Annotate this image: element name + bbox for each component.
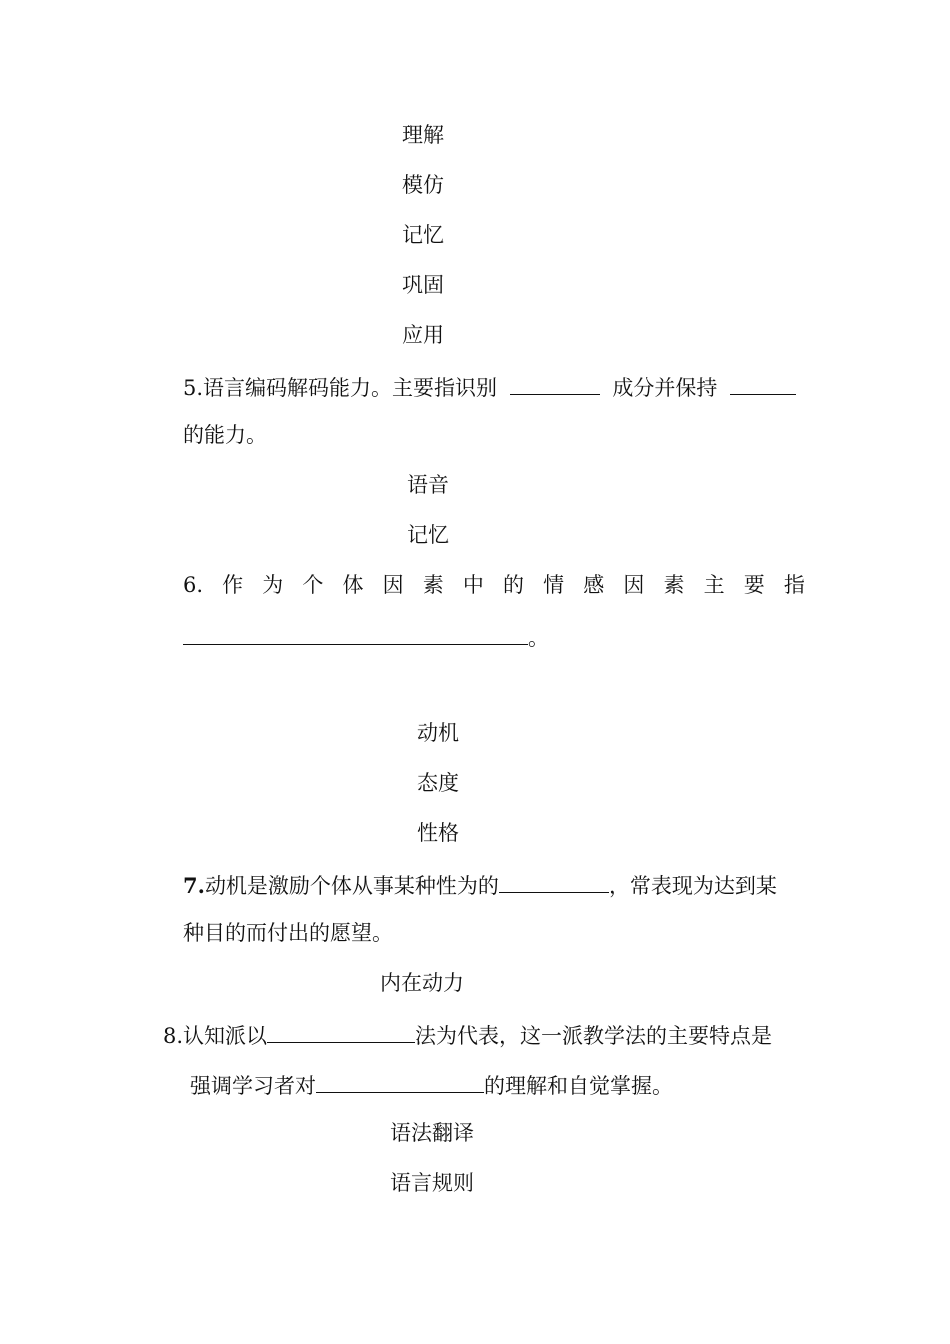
answer-q8-2: 语言规则 [390, 1171, 474, 1195]
q6-char: 作 [222, 573, 244, 597]
answer-q5-2: 记忆 [407, 523, 449, 547]
answer-q7-1: 内在动力 [380, 971, 464, 995]
q6-char: 指 [783, 573, 805, 597]
q6-char: 主 [703, 573, 725, 597]
answer-q6-1: 动机 [417, 721, 459, 745]
question-5-line-1 [183, 375, 796, 399]
q6-char: 为 [262, 573, 284, 597]
q6-char: 感 [583, 573, 605, 597]
question-8-text-2: 法为代表，这一派教学法的主要特点是 [415, 1023, 773, 1048]
answer-q4-4: 巩固 [402, 273, 444, 297]
q6-char: 要 [743, 573, 765, 597]
question-8-text-1: 认知派以 [183, 1023, 268, 1048]
answer-q4-3: 记忆 [402, 223, 444, 247]
question-5-blank-2 [730, 375, 796, 395]
q6-char: 体 [342, 573, 364, 597]
answer-q4-1: 理解 [402, 123, 444, 147]
question-8-line-1 [163, 1023, 772, 1047]
question-6-end: 。 [528, 625, 549, 650]
question-6-blank [183, 625, 528, 645]
answer-q5-1: 语音 [407, 473, 449, 497]
question-8-text-3: 强调学习者对 [190, 1073, 316, 1098]
question-5-line-2: 的能力。 [183, 423, 267, 447]
question-7-text-2: ，常表现为达到某 [608, 873, 777, 898]
q6-char: 因 [623, 573, 645, 597]
question-5-number: 5. [183, 375, 204, 400]
question-5-blank-1 [510, 375, 600, 395]
question-5-text-2: 成分并保持 [612, 375, 718, 400]
answer-q6-3: 性格 [417, 821, 459, 845]
answer-q4-5: 应用 [402, 323, 444, 347]
q6-char: 因 [382, 573, 404, 597]
answer-q6-2: 态度 [417, 771, 459, 795]
question-6-number: 6. [183, 573, 204, 597]
question-7-number: 7. [183, 872, 205, 898]
question-5-text-1: 语言编码解码能力。主要指识别 [203, 375, 498, 400]
question-7-blank [499, 873, 609, 893]
answer-q4-2: 模仿 [402, 173, 444, 197]
q6-char: 的 [503, 573, 525, 597]
question-7-line-2: 种目的而付出的愿望。 [183, 921, 393, 945]
q6-char: 中 [462, 573, 484, 597]
q6-char: 情 [543, 573, 565, 597]
q6-char: 素 [422, 573, 444, 597]
question-8-blank-1 [267, 1023, 415, 1043]
question-6-line-1 [183, 575, 805, 596]
question-8-line-2 [190, 1073, 673, 1097]
question-8-blank-2 [316, 1073, 484, 1093]
question-8-text-4: 的理解和自觉掌握。 [484, 1073, 673, 1098]
question-7-text-1: 动机是激励个体从事某种性为的 [204, 873, 499, 898]
question-8-number: 8. [163, 1023, 184, 1048]
q6-char: 个 [302, 573, 324, 597]
question-6-line-2 [183, 625, 549, 649]
question-7-line-1 [183, 873, 777, 897]
q6-char: 素 [663, 573, 685, 597]
answer-q8-1: 语法翻译 [390, 1121, 474, 1145]
